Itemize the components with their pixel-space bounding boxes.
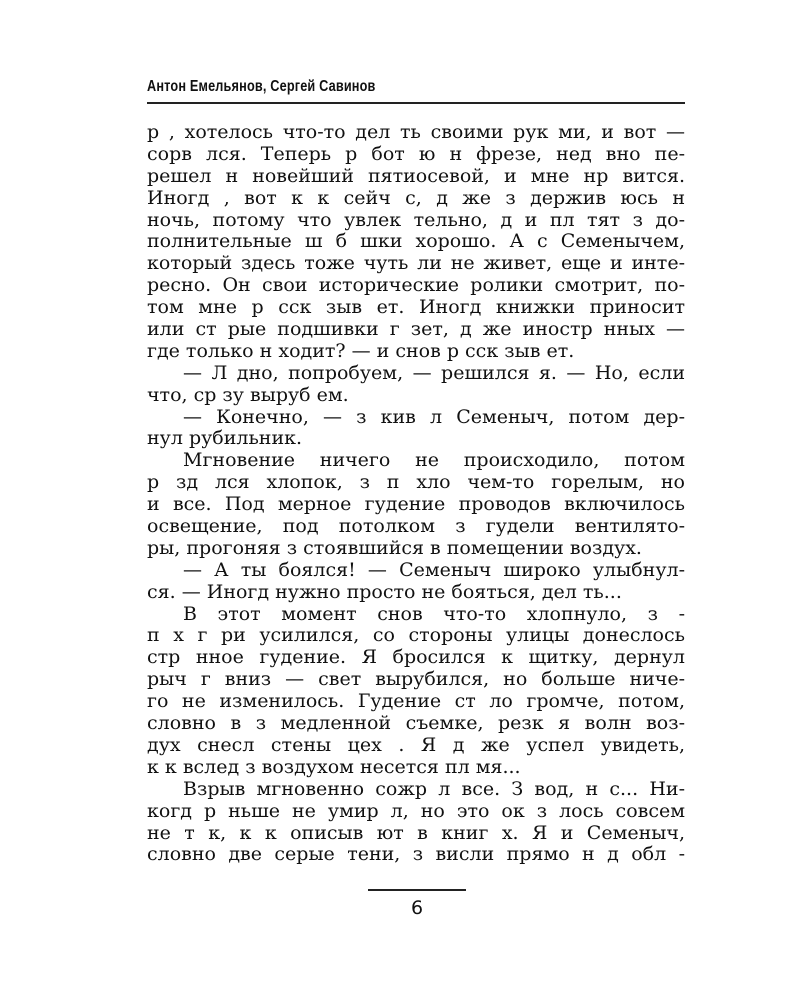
text-line: го не изменилось. Гудение ст ло громче, потом, (147, 691, 685, 713)
text-line: ся. — Иногд нужно просто не бояться, дел ть... (147, 581, 622, 603)
text-line: р зд лся хлопок, з п хло чем-то горелым, но (147, 472, 685, 494)
text-line: дух снесл стены цех . Я д же успел увидеть, (147, 734, 685, 756)
running-head (147, 78, 685, 104)
page-number: 6 (410, 897, 424, 919)
text-line: полнительные ш б шки хорошо. А с Семенычем, (147, 231, 685, 253)
text-line: сорв лся. Теперь р бот ю н фрезе, нед вно пе- (147, 143, 685, 165)
text-line: не т к, к к описыв ют в книг х. Я и Семеныч, (147, 822, 685, 844)
text-line: или ст рые подшивки г зет, д же иностр нных — (147, 319, 685, 341)
text-line: Иногд , вот к к сейч с, д же з держив юсь н (147, 187, 685, 209)
text-line: где только н ходит? — и снов р сск зыв ет. (147, 340, 575, 362)
text-line: том мне р сск зыв ет. Иногд книжки приносит (147, 297, 685, 319)
text-line: рыч г вниз — свет вырубился, но больше ниче- (147, 669, 685, 691)
text-line: и все. Под мерное гудение проводов включилось (147, 494, 685, 516)
text-line: п х г ри усилился, со стороны улицы донеслось (147, 625, 685, 647)
text-line: стр нное гудение. Я бросился к щитку, дернул (147, 647, 685, 669)
running-head-text: Антон Емельянов, Сергей Савинов (147, 78, 376, 95)
text-line: ночь, потому что увлек тельно, д и пл тят з до- (147, 209, 685, 231)
text-line: освещение, под потолком з гудели вентилято- (147, 516, 685, 538)
text-line: что, ср зу выруб ем. (147, 384, 349, 406)
text-line: решел н новейший пятиосевой, и мне нр вится. (147, 165, 685, 187)
text-line: когд р ньше не умир л, но это ок з лось совсем (147, 800, 685, 822)
text-line: ры, прогоняя з стоявшийся в помещении воздух. (147, 537, 642, 559)
page-number-rule (368, 889, 466, 891)
text-line: — Конечно, — з кив л Семеныч, потом дер- (183, 406, 685, 428)
text-line: ресно. Он свои исторические ролики смотрит, по- (147, 275, 685, 297)
text-line: который здесь тоже чуть ли не живет, еще и инте- (147, 253, 685, 275)
text-line: В этот момент снов что-то хлопнуло, з - (183, 603, 685, 625)
text-line: нул рубильник. (147, 428, 303, 450)
text-line: Мгновение ничего не происходило, потом (183, 450, 685, 472)
text-line: — Л дно, попробуем, — решился я. — Но, если (183, 362, 685, 384)
text-line: р , хотелось что-то дел ть своими рук ми, и вот — (147, 122, 685, 143)
text-line: к к вслед з воздухом несется пл мя... (147, 756, 521, 778)
text-line: словно две серые тени, з висли прямо н д обл - (147, 844, 685, 866)
text-line: Взрыв мгновенно сожр л все. З вод, н с... Ни- (183, 778, 685, 800)
text-line: словно в з медленной съемке, резк я волн воз- (147, 713, 685, 735)
text-line: — А ты боялся! — Семеныч широко улыбнул- (183, 559, 685, 581)
body-text (147, 122, 685, 866)
